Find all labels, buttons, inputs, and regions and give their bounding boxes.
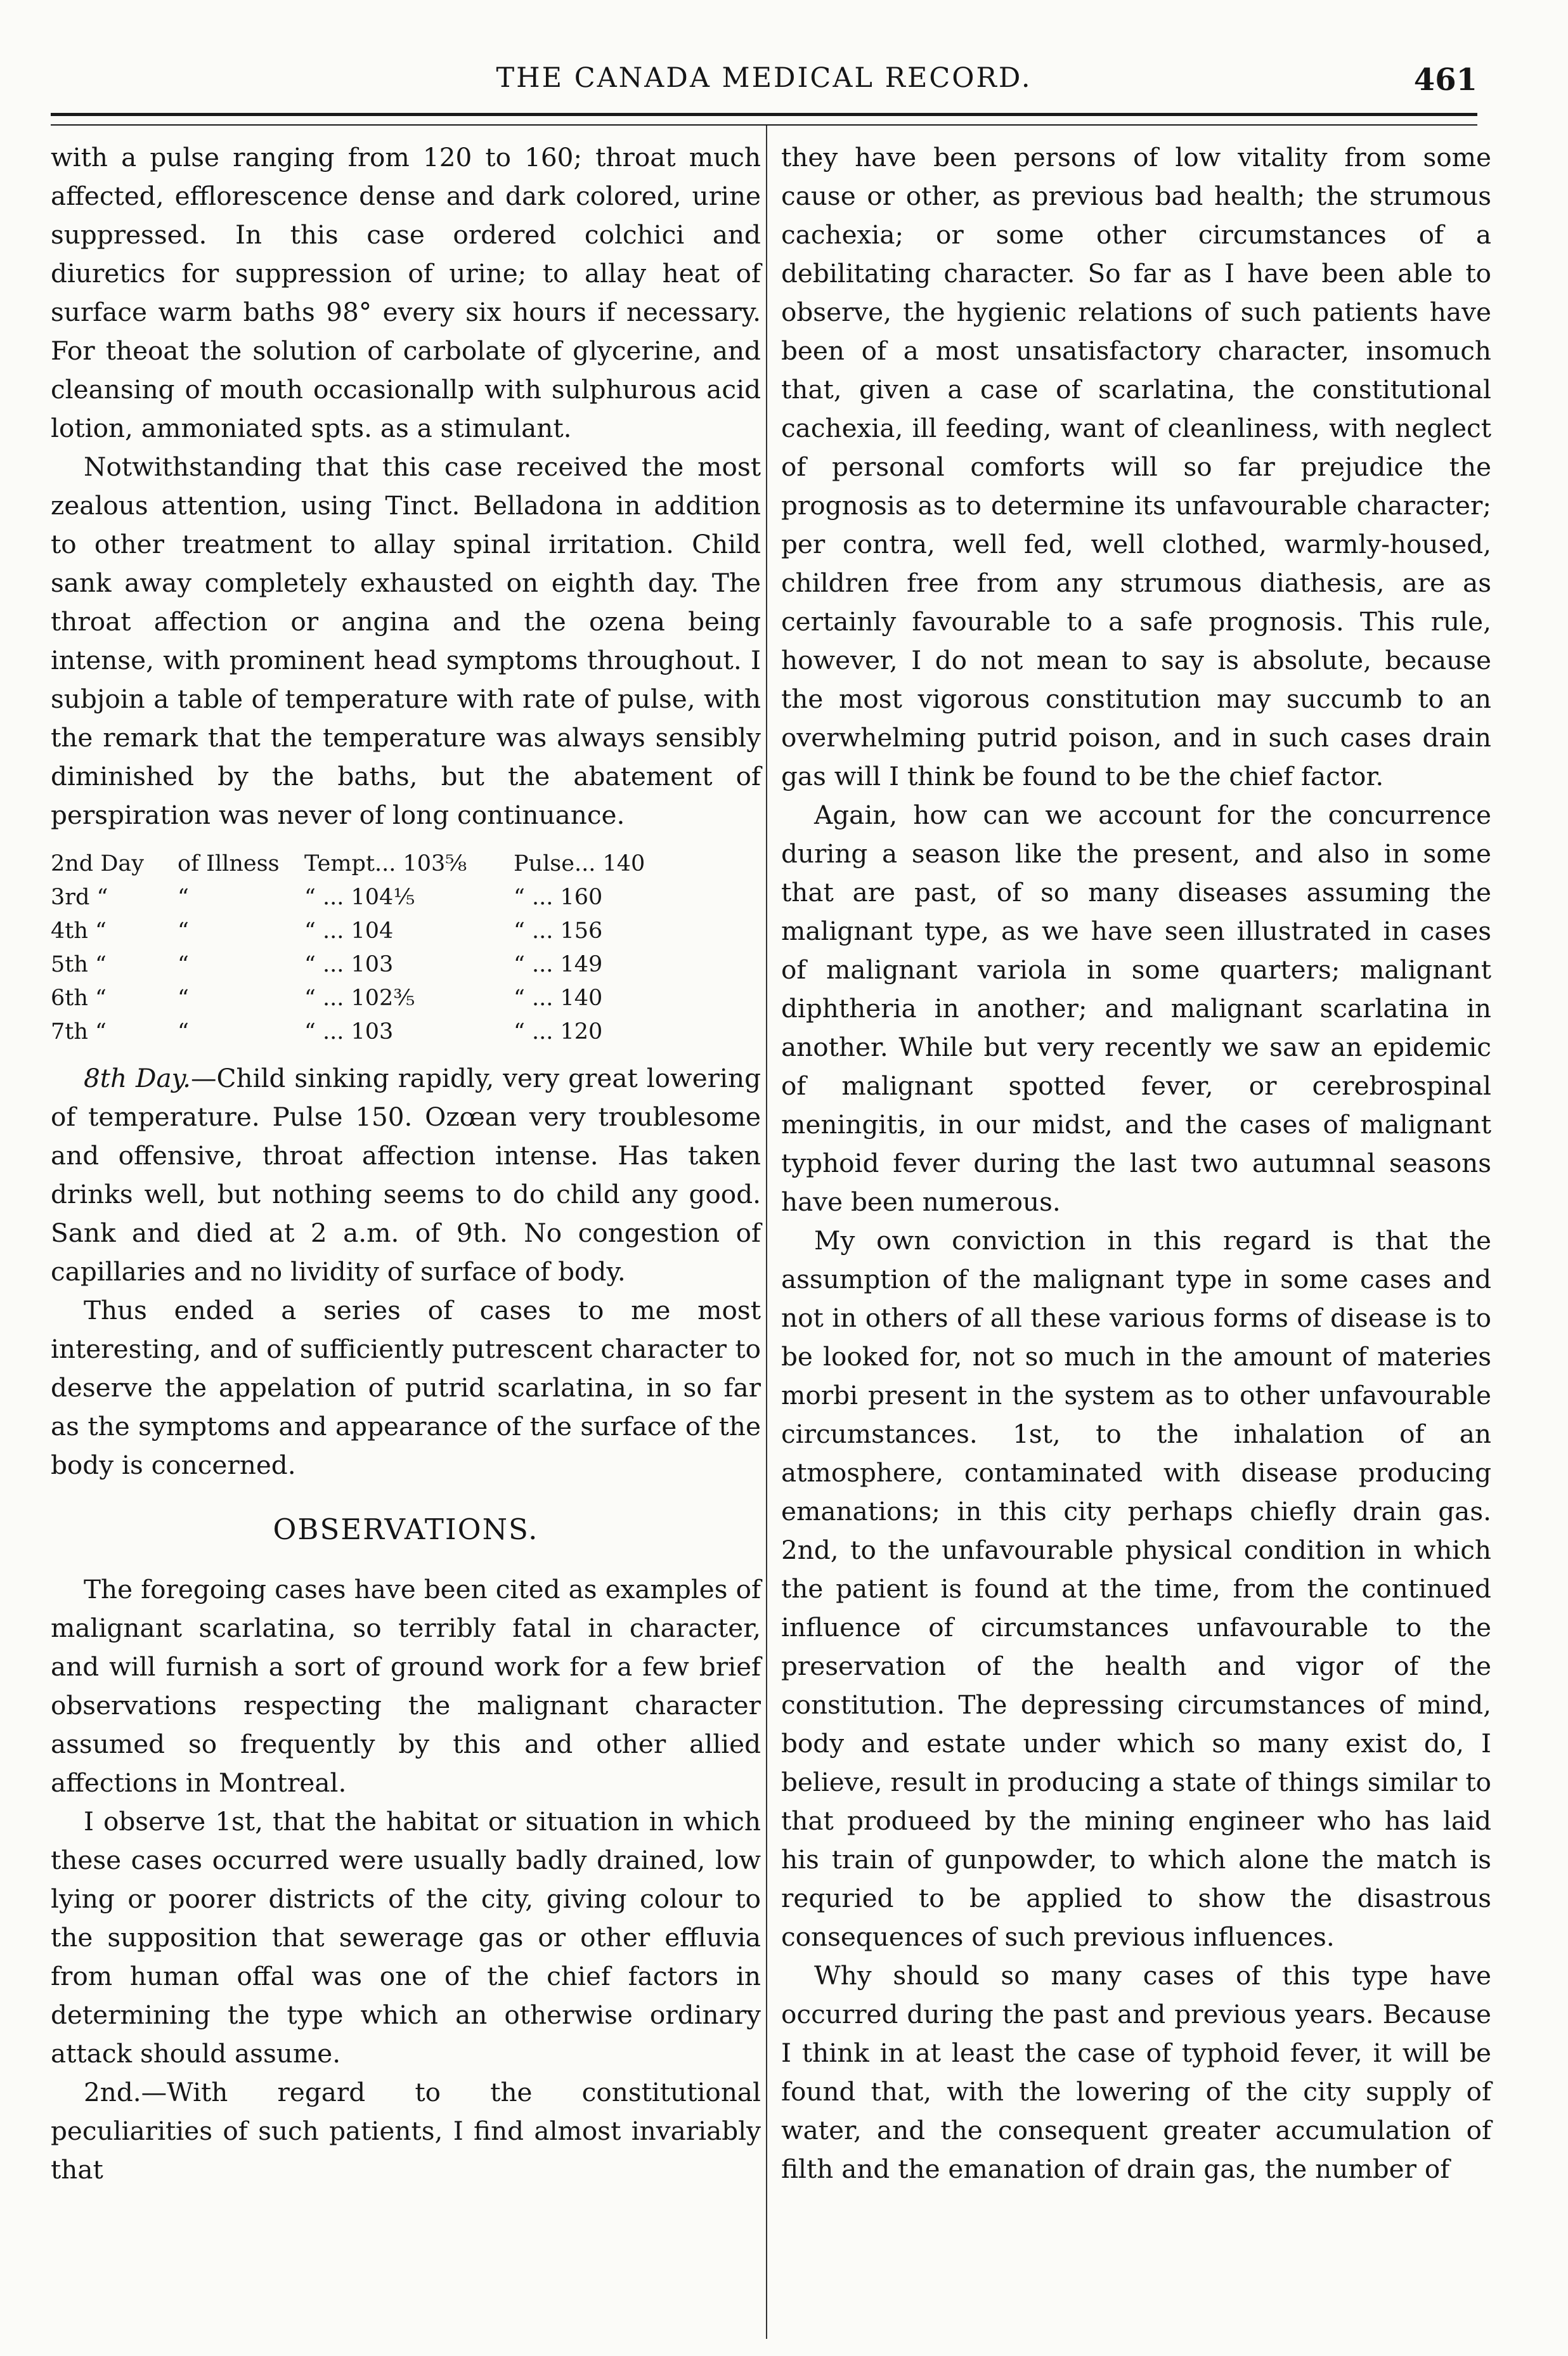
table-cell-illness: “ [178, 986, 189, 1011]
paragraph: Thus ended a series of cases to me most interesting, and of sufficiently putrescent character to deserve the appelation of putrid scarlatina, in so far as the symptoms and appearance of the surface of the body is concerned. [51, 1295, 761, 1480]
paragraph [51, 1059, 761, 1291]
table-cell-temp: “ ... 103 [304, 952, 394, 977]
table-cell-day: 2nd Day [51, 851, 145, 876]
table-cell-pulse: “ ... 160 [514, 885, 603, 910]
table-cell-temp: “ ... 104⅕ [304, 885, 415, 910]
table-row [51, 982, 710, 1015]
table-row [51, 914, 710, 948]
paragraph: they have been persons of low vitality from some cause or other, as previous bad health; the strumous cachexia; or some other circumstances of a debilitating character. So far as I have been able to observe, the hygienic relations of such patients have been of a most unsatisfactory character, insomuch that, given a case of scarlatina, the constitutional cachexia, ill feeding, want of cleanliness, with neglect of personal comforts will so far prejudice the prognosis as to determine its unfavourable character; per contra, well fed, well clothed, warmly-housed, children free from any strumous diathesis, are as certainly favourable to a safe prognosis. This rule, however, I do not mean to say is absolute, because the most vigorous constitution may succumb to an overwhelming putrid poison, and in such cases drain gas will I think be found to be the chief factor. [781, 142, 1491, 791]
table-cell-day: 3rd “ [51, 885, 108, 910]
table-cell-day: 4th “ [51, 918, 107, 944]
paragraph: with a pulse ranging from 120 to 160; throat much affected, efflorescence dense and dark colored, urine suppressed. In this case ordered colchici and diuretics for suppression of urine; to allay heat of surface warm baths 98° every six hours if necessary. For theoat the solution of carbolate of glycerine, and cleansing of mouth occasionallp with sulphurous acid lotion, ammoniated spts. as a stimulant. [51, 142, 761, 443]
table-cell-illness: “ [178, 885, 189, 910]
paragraph: I observe 1st, that the habitat or situation in which these cases occurred were usually badly drained, low lying or poorer districts of the city, giving colour to the supposition that sewerage gas or other effluvia from human offal was one of the chief factors in determining the type which an otherwise ordinary attack should assume. [51, 1806, 761, 2069]
right-column [781, 138, 1491, 2189]
paragraph: Notwithstanding that this case received the most zealous attention, using Tinct. Belladona in addition to other treatment to allay spinal irritation. Child sank away completely exhausted on eighth day. The throat affection or angina and the ozena being intense, with prominent head symptoms throughout. I subjoin a table of temperature with rate of pulse, with the remark that the temperature was always sensibly diminished by the baths, but the abatement of perspiration was never of long continuance. [51, 452, 761, 830]
table-cell-pulse: “ ... 120 [514, 1019, 603, 1045]
page-number: 461 [1413, 62, 1477, 98]
table-cell-illness: of Illness [178, 851, 280, 876]
column-divider [766, 126, 767, 2339]
day-label: 8th Day. [84, 1063, 191, 1093]
paragraph: My own conviction in this regard is that the assumption of the malignant type in some cases and not in others of all these various forms of disease is to be looked for, not so much in the amount of materies morbi present in the system as to other unfavourable circumstances. 1st, to the inhalation of an atmosphere, contaminated with disease producing emanations; in this city perhaps chiefly drain gas. 2nd, to the unfavourable physical condition in which the patient is found at the time, from the continued influence of circumstances unfavourable to the preservation of the health and vigor of the constitution. The depressing circumstances of mind, body and estate under which so many exist do, I believe, result in producing a state of things similar to that produeed by the mining engineer who has laid his train of gunpowder, to which alone the match is requried to be applied to show the disastrous consequences of such previous influences. [781, 1225, 1491, 1952]
table-row [51, 881, 710, 914]
table-row [51, 948, 710, 982]
header-rule-thin [51, 124, 1477, 126]
running-header [51, 62, 1477, 107]
paragraph-body: —Child sinking rapidly, very great lowering of temperature. Pulse 150. Ozœan very troublesome and offensive, throat affection intense. Has taken drinks well, but nothing seems to do child any good. Sank and died at 2 a.m. of 9th. No congestion of capillaries and no lividity of surface of body. [51, 1063, 761, 1287]
table-cell-pulse: “ ... 140 [514, 986, 603, 1011]
table-row [51, 1015, 710, 1049]
table-row [51, 847, 710, 881]
paragraph: Again, how can we account for the concurrence during a season like the present, and also in some that are past, of so many diseases assuming the malignant type, as we have seen illustrated in cases of malignant variola in some quarters; malignant diphtheria in another; and malignant scarlatina in another. While but very recently we saw an epidemic of malignant spotted fever, or cerebrospinal meningitis, in our midst, and the cases of malignant typhoid fever during the last two autumnal seasons have been numerous. [781, 800, 1491, 1217]
table-cell-temp: “ ... 103 [304, 1019, 394, 1045]
table-cell-day: 6th “ [51, 986, 107, 1011]
journal-title: THE CANADA MEDICAL RECORD. [496, 62, 1032, 94]
table-cell-pulse: “ ... 149 [514, 952, 603, 977]
table-cell-illness: “ [178, 952, 189, 977]
paragraph: Why should so many cases of this type have occurred during the past and previous years. Because I think in at least the case of typhoid fever, it will be found that, with the lowering of the city supply of water, and the consequent greater accumulation of filth and the emanation of drain gas, the number of [781, 1960, 1491, 2184]
table-cell-illness: “ [178, 1019, 189, 1045]
table-cell-temp: “ ... 104 [304, 918, 394, 944]
paragraph: 2nd.—With regard to the constitutional peculiarities of such patients, I find almost invariably that [51, 2077, 761, 2185]
table-cell-pulse: Pulse... 140 [514, 851, 645, 876]
table-cell-day: 5th “ [51, 952, 107, 977]
table-cell-day: 7th “ [51, 1019, 107, 1045]
table-cell-temp: Tempt... 103⅝ [304, 851, 467, 876]
temperature-table [51, 847, 710, 1049]
paragraph: The foregoing cases have been cited as examples of malignant scarlatina, so terribly fatal in character, and will furnish a sort of ground work for a few brief observations respecting the malignant character assumed so frequently by this and other allied affections in Montreal. [51, 1574, 761, 1798]
section-heading: OBSERVATIONS. [273, 1513, 539, 1546]
table-cell-pulse: “ ... 156 [514, 918, 603, 944]
table-cell-illness: “ [178, 918, 189, 944]
table-cell-temp: “ ... 102⅗ [304, 986, 415, 1011]
header-rule-thick [51, 113, 1477, 116]
left-column [51, 138, 761, 2189]
